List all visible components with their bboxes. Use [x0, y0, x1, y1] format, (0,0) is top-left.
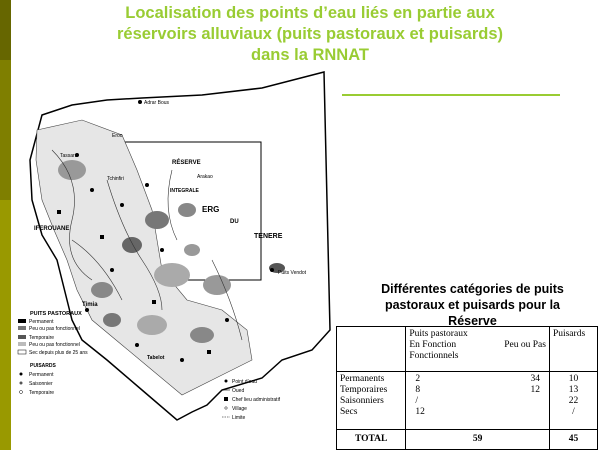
water-point-square: [100, 235, 104, 239]
caption-line-2: pastoraux et puisards pour la: [384, 298, 561, 312]
legend-symbol: [20, 391, 23, 394]
value-puisards: /: [572, 407, 575, 417]
legend-item: Peu ou pas fonctionnel: [29, 342, 80, 348]
total-label: TOTAL: [337, 430, 406, 450]
table-total-row: [337, 430, 598, 450]
row-label: Temporaires: [340, 385, 388, 395]
label-timia: Timia: [82, 302, 98, 308]
caption-line-1: Différentes catégories de puits: [381, 282, 564, 296]
header-puisards: Puisards: [552, 329, 586, 339]
legend-item: Permanent: [29, 372, 54, 378]
puisards-values-cell: [549, 372, 597, 430]
caption-line-3: Réserve: [448, 314, 497, 328]
legend-symbol: [224, 397, 228, 401]
label-tchinfiri: Tchinfiri: [107, 176, 124, 182]
label-du: DU: [230, 219, 239, 225]
label-tassara: Tassara: [60, 153, 78, 159]
value-puisards: 10: [568, 374, 579, 384]
value-puisards: 22: [568, 396, 579, 406]
water-point-marker: [270, 268, 274, 272]
value-en-fonction: 12: [415, 407, 425, 417]
value-peu-ou-pas: 12: [530, 385, 540, 395]
legend-symbol: [225, 407, 227, 409]
side-bar-segment-middle: [0, 60, 11, 200]
water-point-marker: [120, 203, 124, 207]
header-puits-cell: [406, 327, 550, 372]
legend-item: Limite: [232, 415, 246, 421]
table-body-row: [337, 372, 598, 430]
water-point-square: [152, 300, 156, 304]
row-label: Secs: [340, 407, 358, 417]
label-ader: Eroo: [112, 133, 123, 139]
row-label: Permanents: [340, 374, 385, 384]
massif-patch: [145, 211, 169, 229]
side-bar-segment-top: [0, 0, 11, 60]
legend-item: Peu ou pas fonctionnel: [29, 326, 80, 332]
massif-patch: [91, 282, 113, 298]
header-empty-cell: [337, 327, 406, 372]
legend-item: Temporaire: [29, 335, 55, 341]
value-puisards: 13: [568, 385, 579, 395]
title-line-1: Localisation des points d’eau liés en partie aux: [125, 4, 495, 22]
label-tabelot: Tabelot: [147, 355, 165, 361]
total-puisards: 45: [549, 430, 597, 450]
title-line-2: réservoirs alluviaux (puits pastoraux et puisards): [116, 25, 504, 43]
legend-symbol: [20, 382, 23, 385]
legend-puisards-heading: PUISARDS: [30, 363, 56, 369]
legend-swatch: [18, 335, 26, 339]
massif-patch: [184, 244, 200, 256]
massif-patch: [58, 160, 86, 180]
legend-heading: PUITS PASTORAUX: [30, 311, 82, 317]
massif-patch: [203, 275, 231, 295]
label-arakao: Arakao: [197, 174, 213, 180]
header-fonctionnels: Fonctionnels: [409, 351, 459, 361]
header-puisards-cell: [549, 327, 597, 372]
legend-symbol: [20, 373, 23, 376]
legend-item: Sec depuis plus de 25 ans: [29, 350, 88, 356]
header-en-fonction: En Fonction: [409, 340, 457, 350]
water-point-marker: [145, 183, 149, 187]
legend-item: Chef lieu administratif: [232, 397, 281, 403]
legend-item: Village: [232, 406, 247, 412]
massif-patch: [122, 237, 142, 253]
water-point-marker: [85, 308, 89, 312]
side-accent-bar: [0, 0, 11, 450]
label-reserve: RÉSERVE: [172, 160, 201, 166]
title-underline: [342, 94, 560, 96]
massif-patch: [137, 315, 167, 335]
side-bar-segment-bottom: [0, 200, 11, 450]
puits-values-cell: [406, 372, 550, 430]
massif-patch: [103, 313, 121, 327]
value-en-fonction: /: [415, 396, 419, 406]
reserve-map: [12, 60, 350, 450]
legend-item: Saisonnier: [29, 381, 53, 387]
water-point-marker: [135, 343, 139, 347]
massif-patch: [154, 263, 190, 287]
title-line-3: dans la RNNAT: [251, 46, 369, 64]
legend-item: Permanent: [29, 319, 54, 325]
massif-patch: [190, 327, 214, 343]
water-point-marker: [180, 358, 184, 362]
total-puits: 59: [406, 430, 550, 450]
water-point-square: [207, 350, 211, 354]
label-adrar-bous: Adrar Bous: [144, 100, 170, 106]
legend-swatch: [18, 319, 26, 323]
table-caption: [355, 281, 590, 329]
water-point-marker: [90, 188, 94, 192]
label-tenere: TENERE: [254, 233, 283, 240]
legend-swatch: [18, 342, 26, 346]
legend-item: Temporaire: [29, 390, 55, 396]
water-point-marker: [138, 100, 142, 104]
slide-title: [30, 3, 590, 66]
legend-item: Oued: [232, 388, 245, 394]
legend-swatch: [18, 350, 26, 354]
label-puits-vendot: Puits Vendot: [278, 270, 307, 276]
water-point-square: [57, 210, 61, 214]
legend-symbol: [225, 380, 228, 383]
water-point-marker: [160, 248, 164, 252]
value-peu-ou-pas: 34: [530, 374, 540, 384]
water-points-table: [336, 326, 598, 450]
header-puits-title: Puits pastoraux: [409, 329, 468, 339]
legend-swatch: [18, 326, 26, 330]
massif-patch: [178, 203, 196, 217]
legend-item: Point d’eau: [232, 379, 258, 385]
value-en-fonction: 2: [415, 374, 421, 384]
water-point-marker: [225, 318, 229, 322]
row-label: Saisonniers: [340, 396, 384, 406]
table-header-row: [337, 327, 598, 372]
value-en-fonction: 8: [415, 385, 421, 395]
row-labels-cell: [337, 372, 406, 430]
label-integrale: INTEGRALE: [170, 188, 199, 194]
header-peu-ou-pas: Peu ou Pas: [504, 340, 546, 350]
label-iferouane: IFEROUANE: [34, 226, 70, 232]
water-point-marker: [110, 268, 114, 272]
label-erg: ERG: [202, 205, 220, 214]
